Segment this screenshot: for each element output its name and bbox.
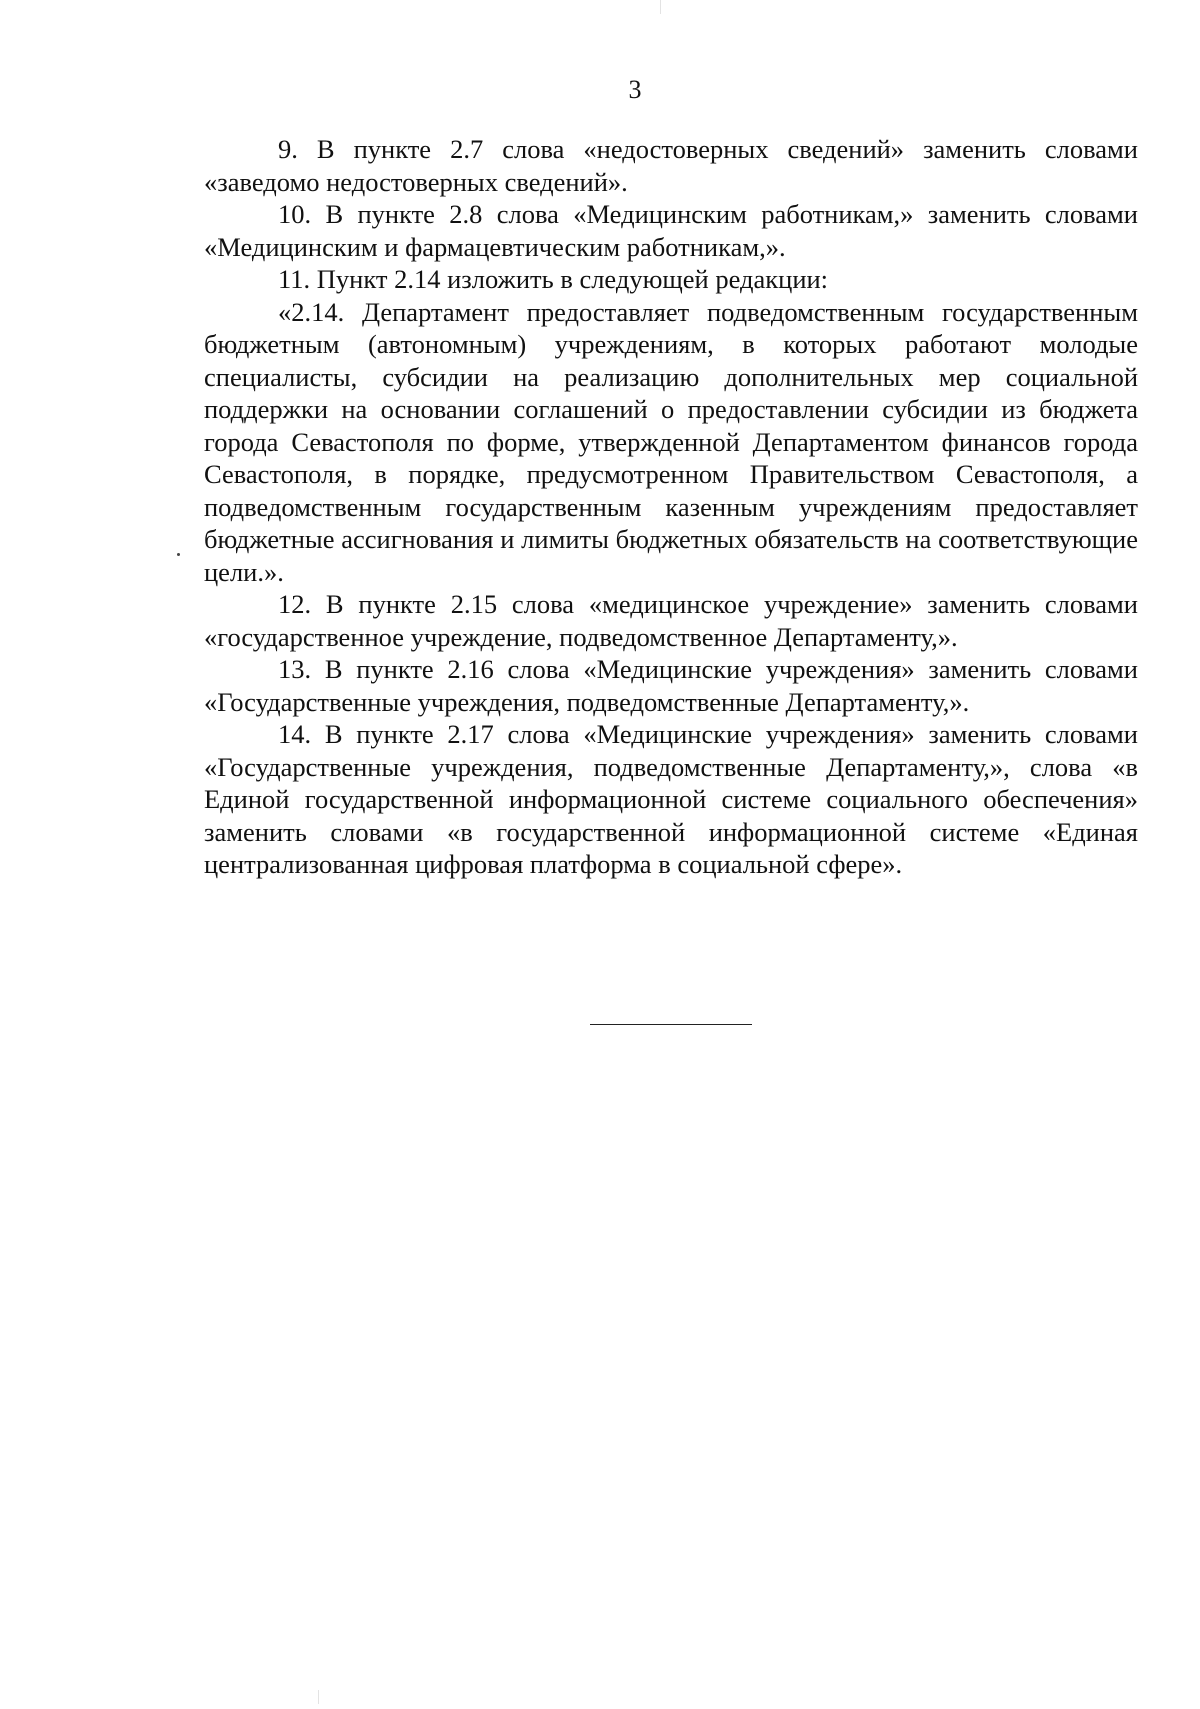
scan-speck xyxy=(177,553,180,556)
paragraph-item-10: 10. В пункте 2.8 слова «Медицинским работникам,» заменить словами «Медицинским и фармацевтическим работникам,». xyxy=(204,199,1138,262)
paragraph-item-11: 11. Пункт 2.14 изложить в следующей редакции: xyxy=(278,264,829,294)
document-body xyxy=(204,133,1138,881)
paragraph-item-14: 14. В пункте 2.17 слова «Медицинские учреждения» заменить словами «Государственные учреждения, подведомственные Департаменту,», слова «в Единой государственной информационной системе социального обеспечения» заменить словами «в государственной информационной системе «Единая централизованная цифровая платформа в социальной сфере». xyxy=(204,719,1138,879)
scan-edge-mark xyxy=(660,0,661,14)
page-number: 3 xyxy=(628,75,642,104)
paragraph-item-12: 12. В пункте 2.15 слова «медицинское учреждение» заменить словами «государственное учреждение, подведомственное Департаменту,». xyxy=(204,589,1138,652)
end-of-text-rule xyxy=(590,1024,752,1025)
scan-edge-mark-bottom xyxy=(318,1690,319,1704)
paragraph-item-13: 13. В пункте 2.16 слова «Медицинские учреждения» заменить словами «Государственные учреждения, подведомственные Департаменту,». xyxy=(204,654,1138,717)
paragraph-item-9: 9. В пункте 2.7 слова «недостоверных сведений» заменить словами «заведомо недостоверных сведений». xyxy=(204,134,1138,197)
paragraph-item-2-14-text: «2.14. Департамент предоставляет подведомственным государственным бюджетным (автономным) учреждениям, в которых работают молодые специалисты, субсидии на реализацию дополнительных мер социальной поддержки на основании соглашений о предоставлении субсидии из бюджета города Севастополя по форме, утвержденной Департаментом финансов города Севастополя, в порядке, предусмотренном Правительством Севастополя, а подведомственным государственным казенным учреждениям предоставляет бюджетные ассигнования и лимиты бюджетных обязательств на соответствующие цели.». xyxy=(204,296,1138,587)
